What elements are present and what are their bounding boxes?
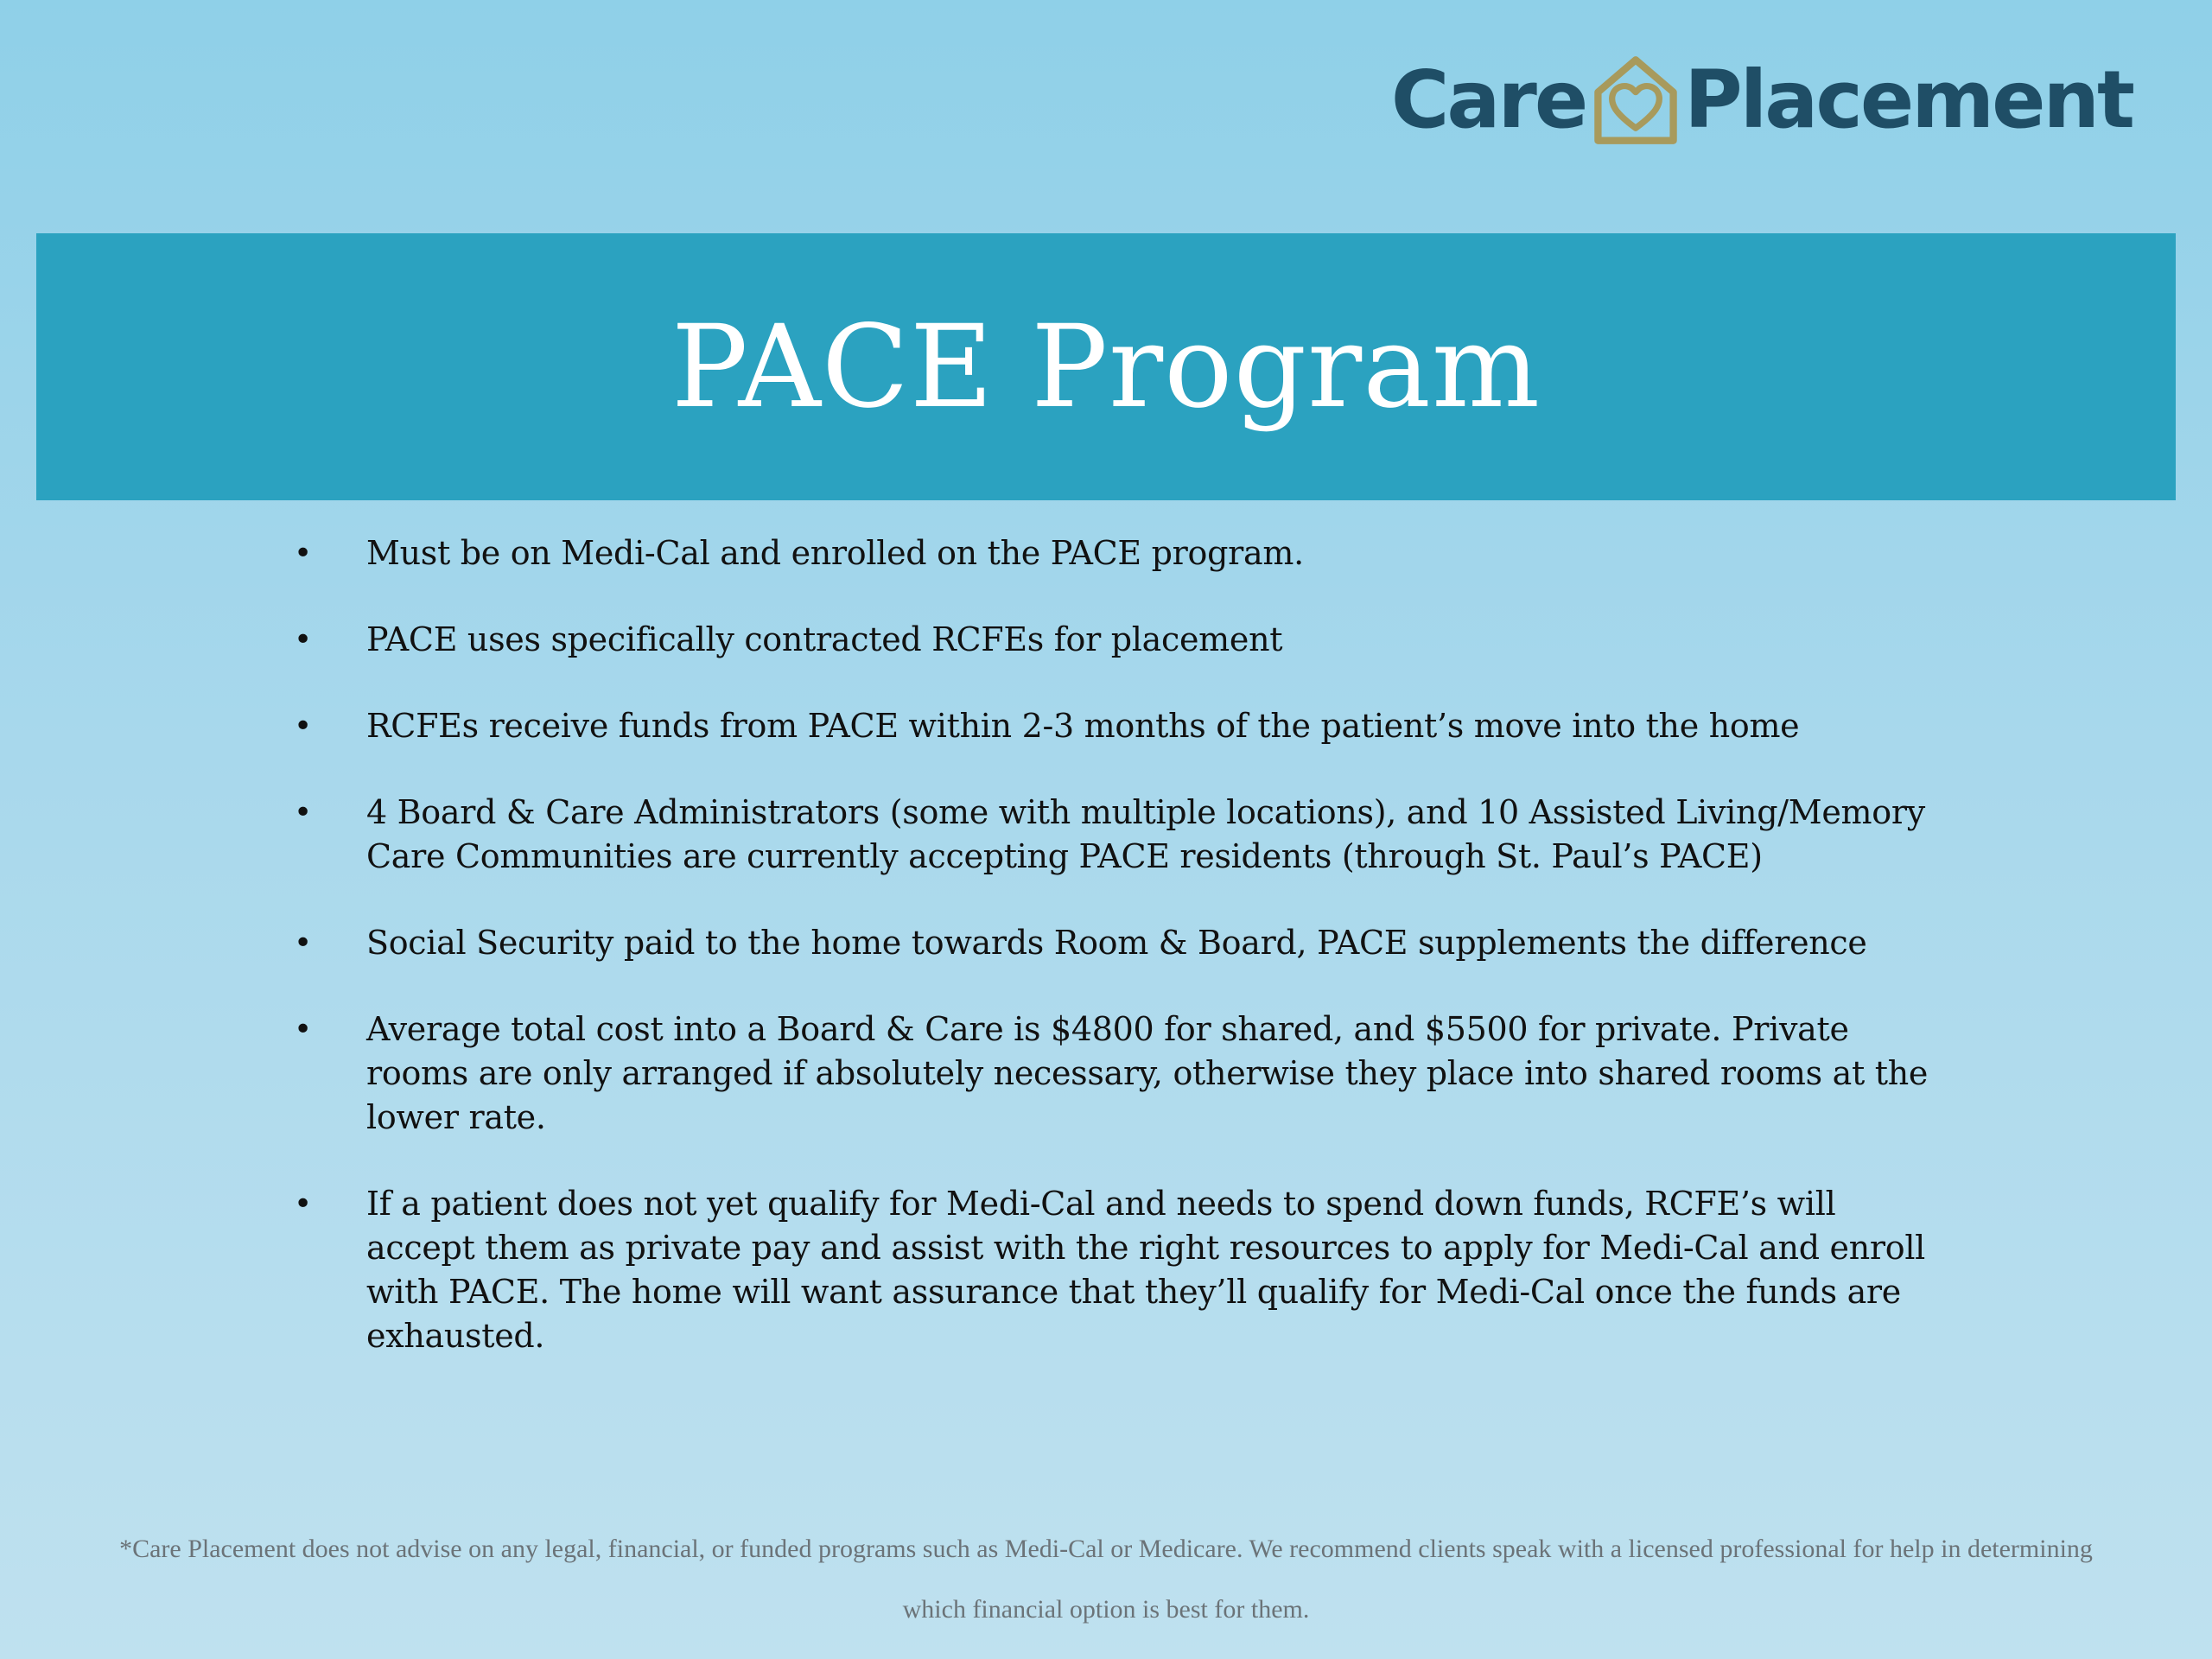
bullet-text: 4 Board & Care Administrators (some with multiple locations), and 10 Assisted Living/Memory Care Communities are currently accepting PACE residents (through St. Paul’s PACE) bbox=[366, 793, 1925, 875]
title-banner bbox=[36, 233, 2176, 500]
bullet-marker: • bbox=[294, 709, 313, 744]
logo-word-care: Care bbox=[1390, 54, 1586, 146]
page-title: PACE Program bbox=[671, 300, 1541, 434]
bullet-list bbox=[294, 531, 1944, 1401]
bullet-marker: • bbox=[294, 925, 313, 961]
bullet-marker: • bbox=[294, 622, 313, 658]
bullet-text: RCFEs receive funds from PACE within 2-3 months of the patient’s move into the home bbox=[366, 707, 1800, 745]
bullet-marker: • bbox=[294, 536, 313, 571]
list-item bbox=[294, 791, 1944, 879]
bullet-text: If a patient does not yet qualify for Medi-Cal and needs to spend down funds, RCFE’s will accept them as private pay and assist with the right resources to apply for Medi-Cal and enroll with PACE. The home will want assurance that they’ll qualify for Medi-Cal once the funds are exhausted. bbox=[366, 1185, 1926, 1355]
bullet-text: Must be on Medi-Cal and enrolled on the PACE program. bbox=[366, 534, 1304, 572]
house-heart-icon bbox=[1591, 53, 1681, 148]
disclaimer-footer: *Care Placement does not advise on any legal, financial, or funded programs such as Medi-Cal or Medicare. We recommend clients speak with a licensed professional for help in determining which financial option is best for them. bbox=[119, 1535, 2093, 1624]
list-item bbox=[294, 531, 1944, 575]
list-item bbox=[294, 704, 1944, 748]
bullet-marker: • bbox=[294, 795, 313, 830]
list-item bbox=[294, 618, 1944, 662]
list-item bbox=[294, 921, 1944, 965]
bullet-text: Social Security paid to the home towards Room & Board, PACE supplements the difference bbox=[366, 924, 1867, 962]
list-item bbox=[294, 1182, 1944, 1358]
bullet-marker: • bbox=[294, 1186, 313, 1222]
bullet-text: PACE uses specifically contracted RCFEs for placement bbox=[366, 620, 1283, 658]
bullet-text: Average total cost into a Board & Care is $4800 for shared, and $5500 for private. Private rooms are only arranged if absolutely necessary, otherwise they place into shared rooms at the lower rate. bbox=[366, 1010, 1929, 1136]
logo-word-placement: Placement bbox=[1684, 54, 2133, 146]
care-placement-logo bbox=[1391, 48, 2133, 152]
list-item bbox=[294, 1007, 1944, 1140]
bullet-marker: • bbox=[294, 1012, 313, 1047]
